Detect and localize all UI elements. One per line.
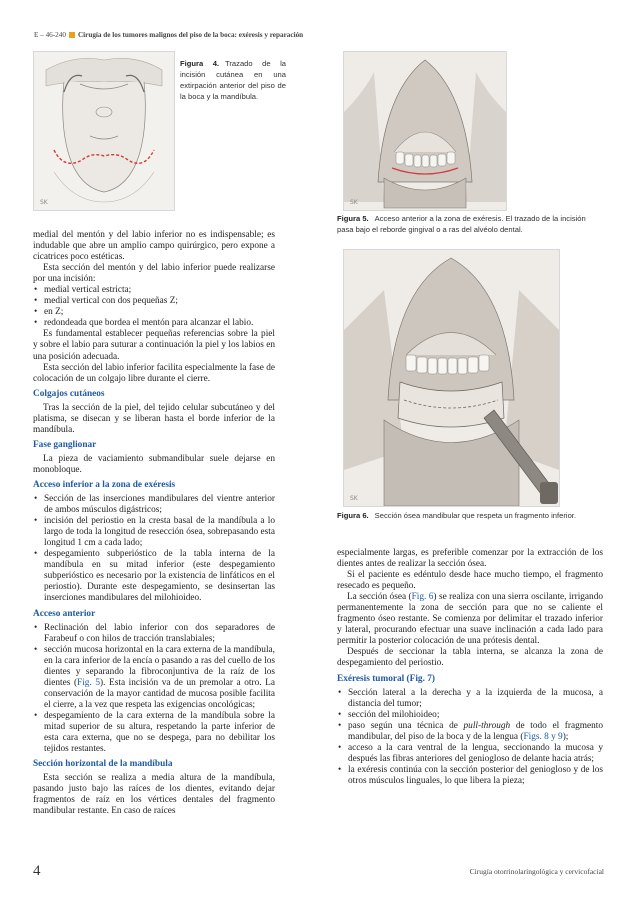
list-item: • Sección lateral a la derecha y a la izquierda de la mucosa, a distancia del tumor; <box>337 688 603 710</box>
journal-name: Cirugía otorrinolaringológica y cervicofacial <box>469 867 604 876</box>
figure-5-text: Acceso anterior a la zona de exéresis. El trazado de la incisión pasa bajo el reborde gingival o a ras del alvéolo dental. <box>337 214 586 234</box>
figure-6-caption <box>337 510 603 521</box>
figure-4-illustration <box>33 51 175 211</box>
left-paragraph-3: Es fundamental establecer pequeñas referencias sobre la piel y sobre el labio para suturar a continuación la piel y los labios en una posición adecuada. <box>33 329 275 362</box>
section-heading-acceso-anterior: Acceso anterior <box>33 608 96 619</box>
figure-4-mark: SK <box>40 199 48 206</box>
anterior-access-drawing <box>344 52 506 210</box>
list-item: • medial vertical con dos pequeñas Z; <box>33 296 275 307</box>
header-square-icon <box>69 32 75 38</box>
figure-4-text: Trazado de la incisión cutánea en una extirpación anterior del piso de la boca y la mandíbula. <box>180 59 286 101</box>
list-item: • paso según una técnica de pull-through de todo el fragmento mandibular, del piso de la boca y de la lengua (Figs. 8 y 9); <box>337 721 603 743</box>
section-heading-acceso-inferior: Acceso inferior a la zona de exéresis <box>33 479 176 490</box>
figure-7-link[interactable]: Fig. 7 <box>409 673 432 684</box>
figure-6-text: Sección ósea mandibular que respeta un fragmento inferior. <box>374 511 577 520</box>
right-paragraph-3: La sección ósea (Fig. 6) se realiza con una sierra oscilante, irrigando permanentemente la zona de sección para que no se caliente el fragmento óseo restante. Se comienza por delimitar el trazado inferior y lateral, procurando efectuar una suave inclinación a cada lado para permitir la posterior colocación de una prótesis dental. <box>337 592 603 647</box>
list-item: • acceso a la cara ventral de la lengua, seccionando la mucosa y después las fibras anteriores del geniogloso de delante hacia atrás; <box>337 743 603 765</box>
figure-5-mark: SK <box>350 199 358 206</box>
section-heading-exeresis: Exéresis tumoral (Fig. 7) <box>337 673 435 684</box>
left-paragraph-1: medial del mentón y del labio inferior no es indispensable; es indudable que abre un amplio campo quirúrgico, pero expone a cicatrices poco estéticas. <box>33 230 275 263</box>
list-item: • en Z; <box>33 307 275 318</box>
acceso-inferior-list <box>33 494 275 604</box>
running-header <box>34 31 604 39</box>
list-item: • sección mucosa horizontal en la cara externa de la mandíbula, en la cara inferior de la encía o pasando a ras del cuello de los dientes y separando la fibroconjuntiva de la raíz de los dientes (Fig. 5). Esta incisión va de un premolar a otro. La conservación de la mayor cantidad de mucosa posible facilita el cierre, a la vez que respeta las exigencias oncológicas; <box>33 645 275 711</box>
right-paragraph-1: especialmente largas, es preferible comenzar por la extracción de los dientes antes de realizar la sección ósea. <box>337 548 603 570</box>
left-paragraph-4: Esta sección del labio inferior facilita especialmente la fase de colocación de un colgajo libre durante el cierre. <box>33 362 275 384</box>
list-item: • la exéresis continúa con la sección posterior del geniogloso y de los otros músculos linguales, lo que libera la pieza; <box>337 765 603 787</box>
left-paragraph-2: Esta sección del mentón y del labio inferior puede realizarse por una incisión: <box>33 263 275 285</box>
figure-4-caption <box>180 58 286 102</box>
right-paragraph-4: Después de seccionar la tabla interna, se alcanza la zona de despegamiento del periostio. <box>337 647 603 669</box>
page-number: 4 <box>33 863 41 879</box>
left-paragraph-7: Esta sección se realiza a media altura de la mandíbula, pasando justo bajo las raíces de los dientes, evitando dejar fragmentos de raíz en los vértices dentales del fragmento mandibular restante. En caso de raíces <box>33 773 275 817</box>
right-paragraph-2: Si el paciente es edéntulo desde hace mucho tiempo, el fragmento resecado es pequeño. <box>337 570 603 592</box>
header-code: E – 46-240 <box>34 31 66 39</box>
section-heading-colgajos: Colgajos cutáneos <box>33 388 105 399</box>
list-item: • medial vertical estricta; <box>33 285 275 296</box>
figure-4-label: Figura 4. <box>180 59 220 68</box>
figure-5-label: Figura 5. <box>337 214 369 223</box>
section-heading-seccion-horizontal: Sección horizontal de la mandíbula <box>33 759 173 770</box>
figure-6-illustration <box>343 249 560 507</box>
list-item: • Sección de las inserciones mandibulares del vientre anterior de ambos músculos digástricos; <box>33 494 275 516</box>
list-item: • redondeada que bordea el mentón para alcanzar el labio. <box>33 318 275 329</box>
list-item: • despegamiento de la cara externa de la mandíbula sobre la mitad superior de su altura, respetando la parte inferior de esta cara externa, que no se despega, para no debilitar los tejidos restantes. <box>33 711 275 755</box>
acceso-anterior-list <box>33 623 275 756</box>
figure-6-mark: SK <box>350 495 358 502</box>
list-item: • incisión del periostio en la cresta basal de la mandíbula a lo largo de toda la longitud de resección ósea, sobrepasando esta longitud 1 cm a cada lado; <box>33 516 275 549</box>
left-column <box>33 230 275 817</box>
figure-5-caption <box>337 213 603 235</box>
bone-section-drawing <box>344 250 559 506</box>
list-item: • Reclinación del labio inferior con dos separadores de Farabeuf o con hilos de tracción translabiales; <box>33 623 275 645</box>
patient-head-drawing <box>34 52 174 210</box>
list-item: • sección del milohioideo; <box>337 710 603 721</box>
left-paragraph-5: Tras la sección de la piel, del tejido celular subcutáneo y del platisma, se disecan y se liberan hasta el borde inferior de la mandíbula. <box>33 402 275 435</box>
right-column <box>337 548 603 787</box>
figures-8-9-link[interactable]: Figs. 8 y 9 <box>523 731 563 742</box>
exeresis-list <box>337 688 603 787</box>
section-heading-ganglionar: Fase ganglionar <box>33 439 97 450</box>
figure-6-label: Figura 6. <box>337 511 369 520</box>
left-paragraph-6: La pieza de vaciamiento submandibular suele dejarse en monobloque. <box>33 453 275 475</box>
header-title: Cirugía de los tumores malignos del piso de la boca: exéresis y reparación <box>77 31 304 39</box>
figure-5-illustration <box>343 51 507 211</box>
incision-list <box>33 285 275 329</box>
figure-6-link[interactable]: Fig. 6 <box>411 592 434 603</box>
figure-5-link[interactable]: Fig. 5 <box>77 677 101 688</box>
list-item: • despegamiento subperióstico de la tabla interna de la mandíbula en su mitad inferior (este despegamiento subperióstico es necesario por la existencia de linfáticos en el periostio). Durante este despegamiento, se desinsertan las inserciones mandibulares del milohioideo. <box>33 549 275 604</box>
